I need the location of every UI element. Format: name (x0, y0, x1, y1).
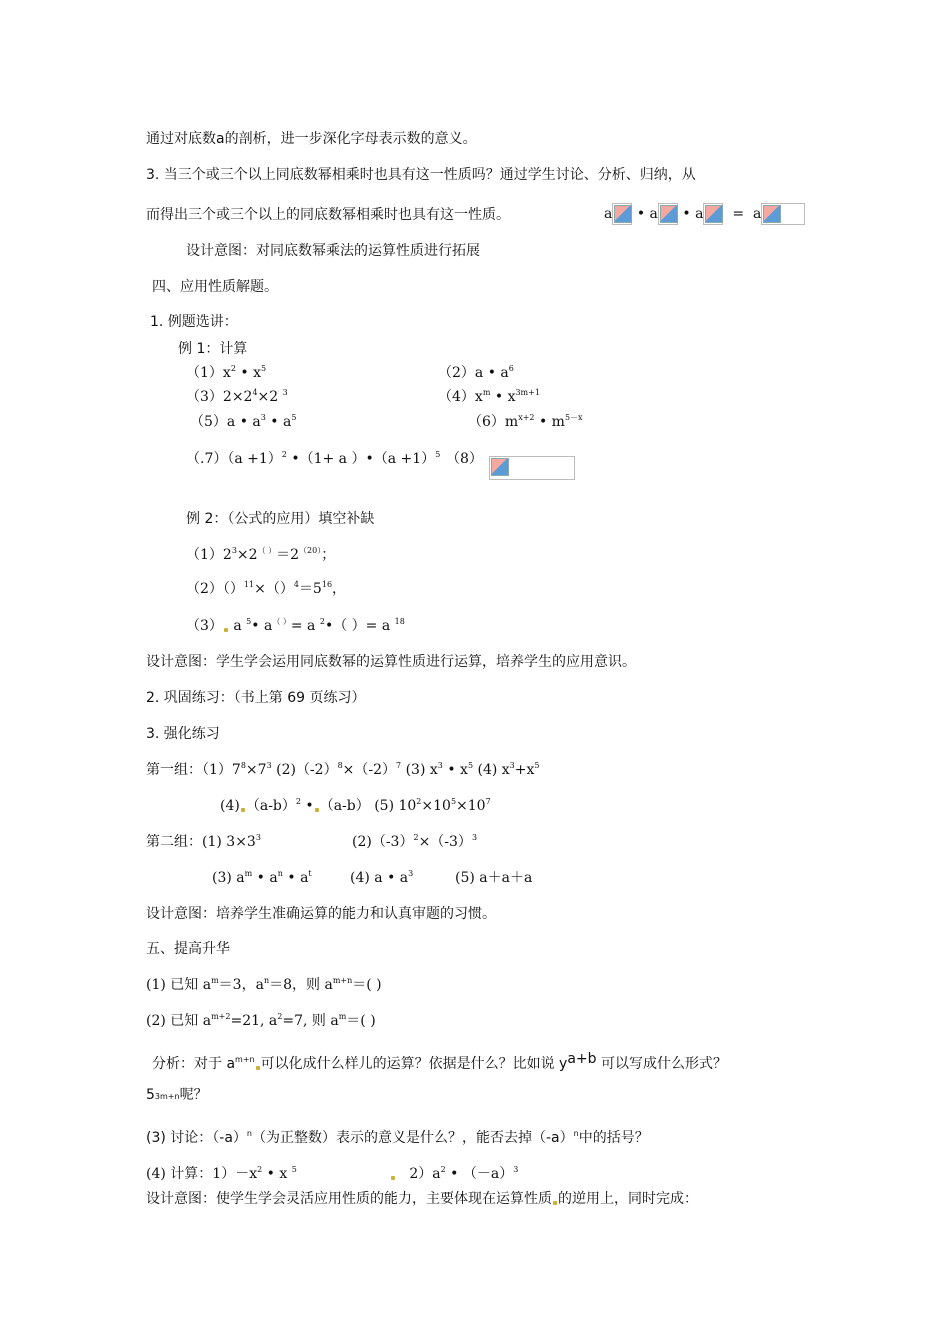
practice-row: (4) a • $a^3$ (350, 869, 414, 886)
problem-item: (1) 已知 $a^m=3$，$a^n=8$，则 $a^{m+n}=$( ) (146, 976, 382, 993)
fill-item: $(1)2^3\times 2^{( )}=2^{(20)}$； (186, 546, 336, 563)
sub-heading: 1. 例题选讲： (150, 314, 238, 330)
fill-item: （3） a $^5$• a（ ）= a $^2$•（ ）= a $^{18}$ (186, 617, 405, 634)
formula-var: a (695, 206, 704, 222)
paragraph-line: 通过对底数a的剖析，进一步深化字母表示数的意义。 (146, 131, 477, 147)
formula-var: a (604, 206, 613, 222)
sub-heading: 2. 巩固练习：（书上第 69 页练习） (146, 690, 366, 706)
broken-image-icon (612, 203, 632, 225)
problem-item: (4) 计算：$1)-x^2$ • x $^5$ (146, 1165, 297, 1182)
exercise-item: $(4)x^m$ • $x^{3m+1}$ (438, 388, 540, 405)
exercise-item: $(1)x^2$ • $x^5$ (186, 364, 267, 381)
formula-row (604, 203, 805, 225)
formula-var: a (752, 206, 762, 222)
section-heading: 五、提高升华 (146, 941, 230, 957)
line-text: 而得出三个或三个以上的同底数幂相乘时也具有这一性质。 (146, 207, 510, 223)
image-placeholder (489, 456, 575, 480)
problem-item: (2) 已知 $a^{m+2}=21$, $a^2=7$, 则 $a^m=$( ) (146, 1012, 376, 1029)
broken-image-icon (658, 203, 678, 225)
exercise-item: $(6)m^{x+2}$ • $m^{5-x}$ (468, 413, 583, 430)
broken-image-icon (703, 203, 723, 225)
design-intent: 设计意图：对同底数幂乘法的运算性质进行拓展 (186, 243, 480, 259)
mark-dot (256, 1066, 260, 1070)
practice-row: 第二组：(1) $3\times 3^3$ (146, 833, 261, 850)
design-intent: 设计意图：使学生学会灵活应用性质的能力，主要体现在运算性质 的逆用上，同时完成： (146, 1191, 698, 1207)
mark-dot (224, 628, 228, 632)
problem-item: $2)a^2$ • $(-a)^3$ (390, 1165, 518, 1183)
mark-dot (553, 1201, 557, 1205)
broken-image-icon (489, 456, 575, 480)
example-title: 例 1：计算 (178, 341, 248, 357)
formula-op: • (682, 206, 691, 222)
example-title: 例 2：（公式的应用）填空补缺 (186, 511, 375, 527)
formula-op: = (732, 206, 745, 222)
paragraph-line: 3. 当三个或三个以上同底数幂相乘时也具有这一性质吗？通过学生讨论、分析、归纳，从 (146, 167, 696, 183)
design-intent: 设计意图：学生学会运用同底数幂的运算性质进行运算，培养学生的应用意识。 (146, 654, 636, 670)
mark-dot (241, 808, 245, 812)
mark-dot (391, 1176, 395, 1180)
analysis-line: 53m+n呢？ (146, 1087, 208, 1103)
problem-item: (3) 讨论：$(-a)^n$（为正整数）表示的意义是什么？，能否去掉$(-a)^n$中的括号？ (146, 1129, 649, 1146)
practice-row: $(2)(-3)^2\times(-3)^3$ (352, 833, 478, 850)
exercise-item: （2）a • $a^6$ (438, 364, 514, 381)
exercise-item: $(3)2\times 2^4\times 2$ $^3$ (186, 388, 288, 405)
section-heading: 四、应用性质解题。 (152, 279, 278, 295)
mark-dot (315, 808, 319, 812)
formula-var: a (649, 206, 658, 222)
fill-item: $(2)()^{11}\times()^4=5^{16}$， (186, 580, 347, 597)
practice-row: 第一组：$(1)7^8\times 7^3$ $(2)(-2)^8\times(-2)^7$ (3) $x^3$ • $x^5$ (4) $x^3+x^5$ (146, 761, 540, 778)
practice-row: (5) a＋a＋a (455, 870, 533, 886)
practice-row: (3) $a^m$ • $a^n$ • $a^t$ (212, 869, 312, 886)
design-intent: 设计意图：培养学生准确运算的能力和认真审题的习惯。 (146, 906, 496, 922)
formula-op: • (636, 206, 646, 222)
sub-heading: 3. 强化练习 (146, 726, 220, 742)
exercise-item: $(.7)(a +1)^2$ •（1+ a ）•（a +1）$^5$ (186, 450, 441, 467)
practice-row: (4) $(a-b)^2$ • （a-b） (5) $10^2\times 10^5\times 10^7$ (220, 797, 491, 814)
broken-image-icon (761, 203, 805, 225)
exercise-item: （5）a • $a^3$ • $a^5$ (190, 413, 297, 430)
analysis-line: 分析：对于 $a^{m+n}$ 可以化成什么样儿的运算？依据是什么？比如说 ya+b 可以写成什么形式？ (152, 1051, 727, 1072)
paragraph-line (146, 206, 510, 224)
exercise-item: （8） (446, 451, 483, 467)
